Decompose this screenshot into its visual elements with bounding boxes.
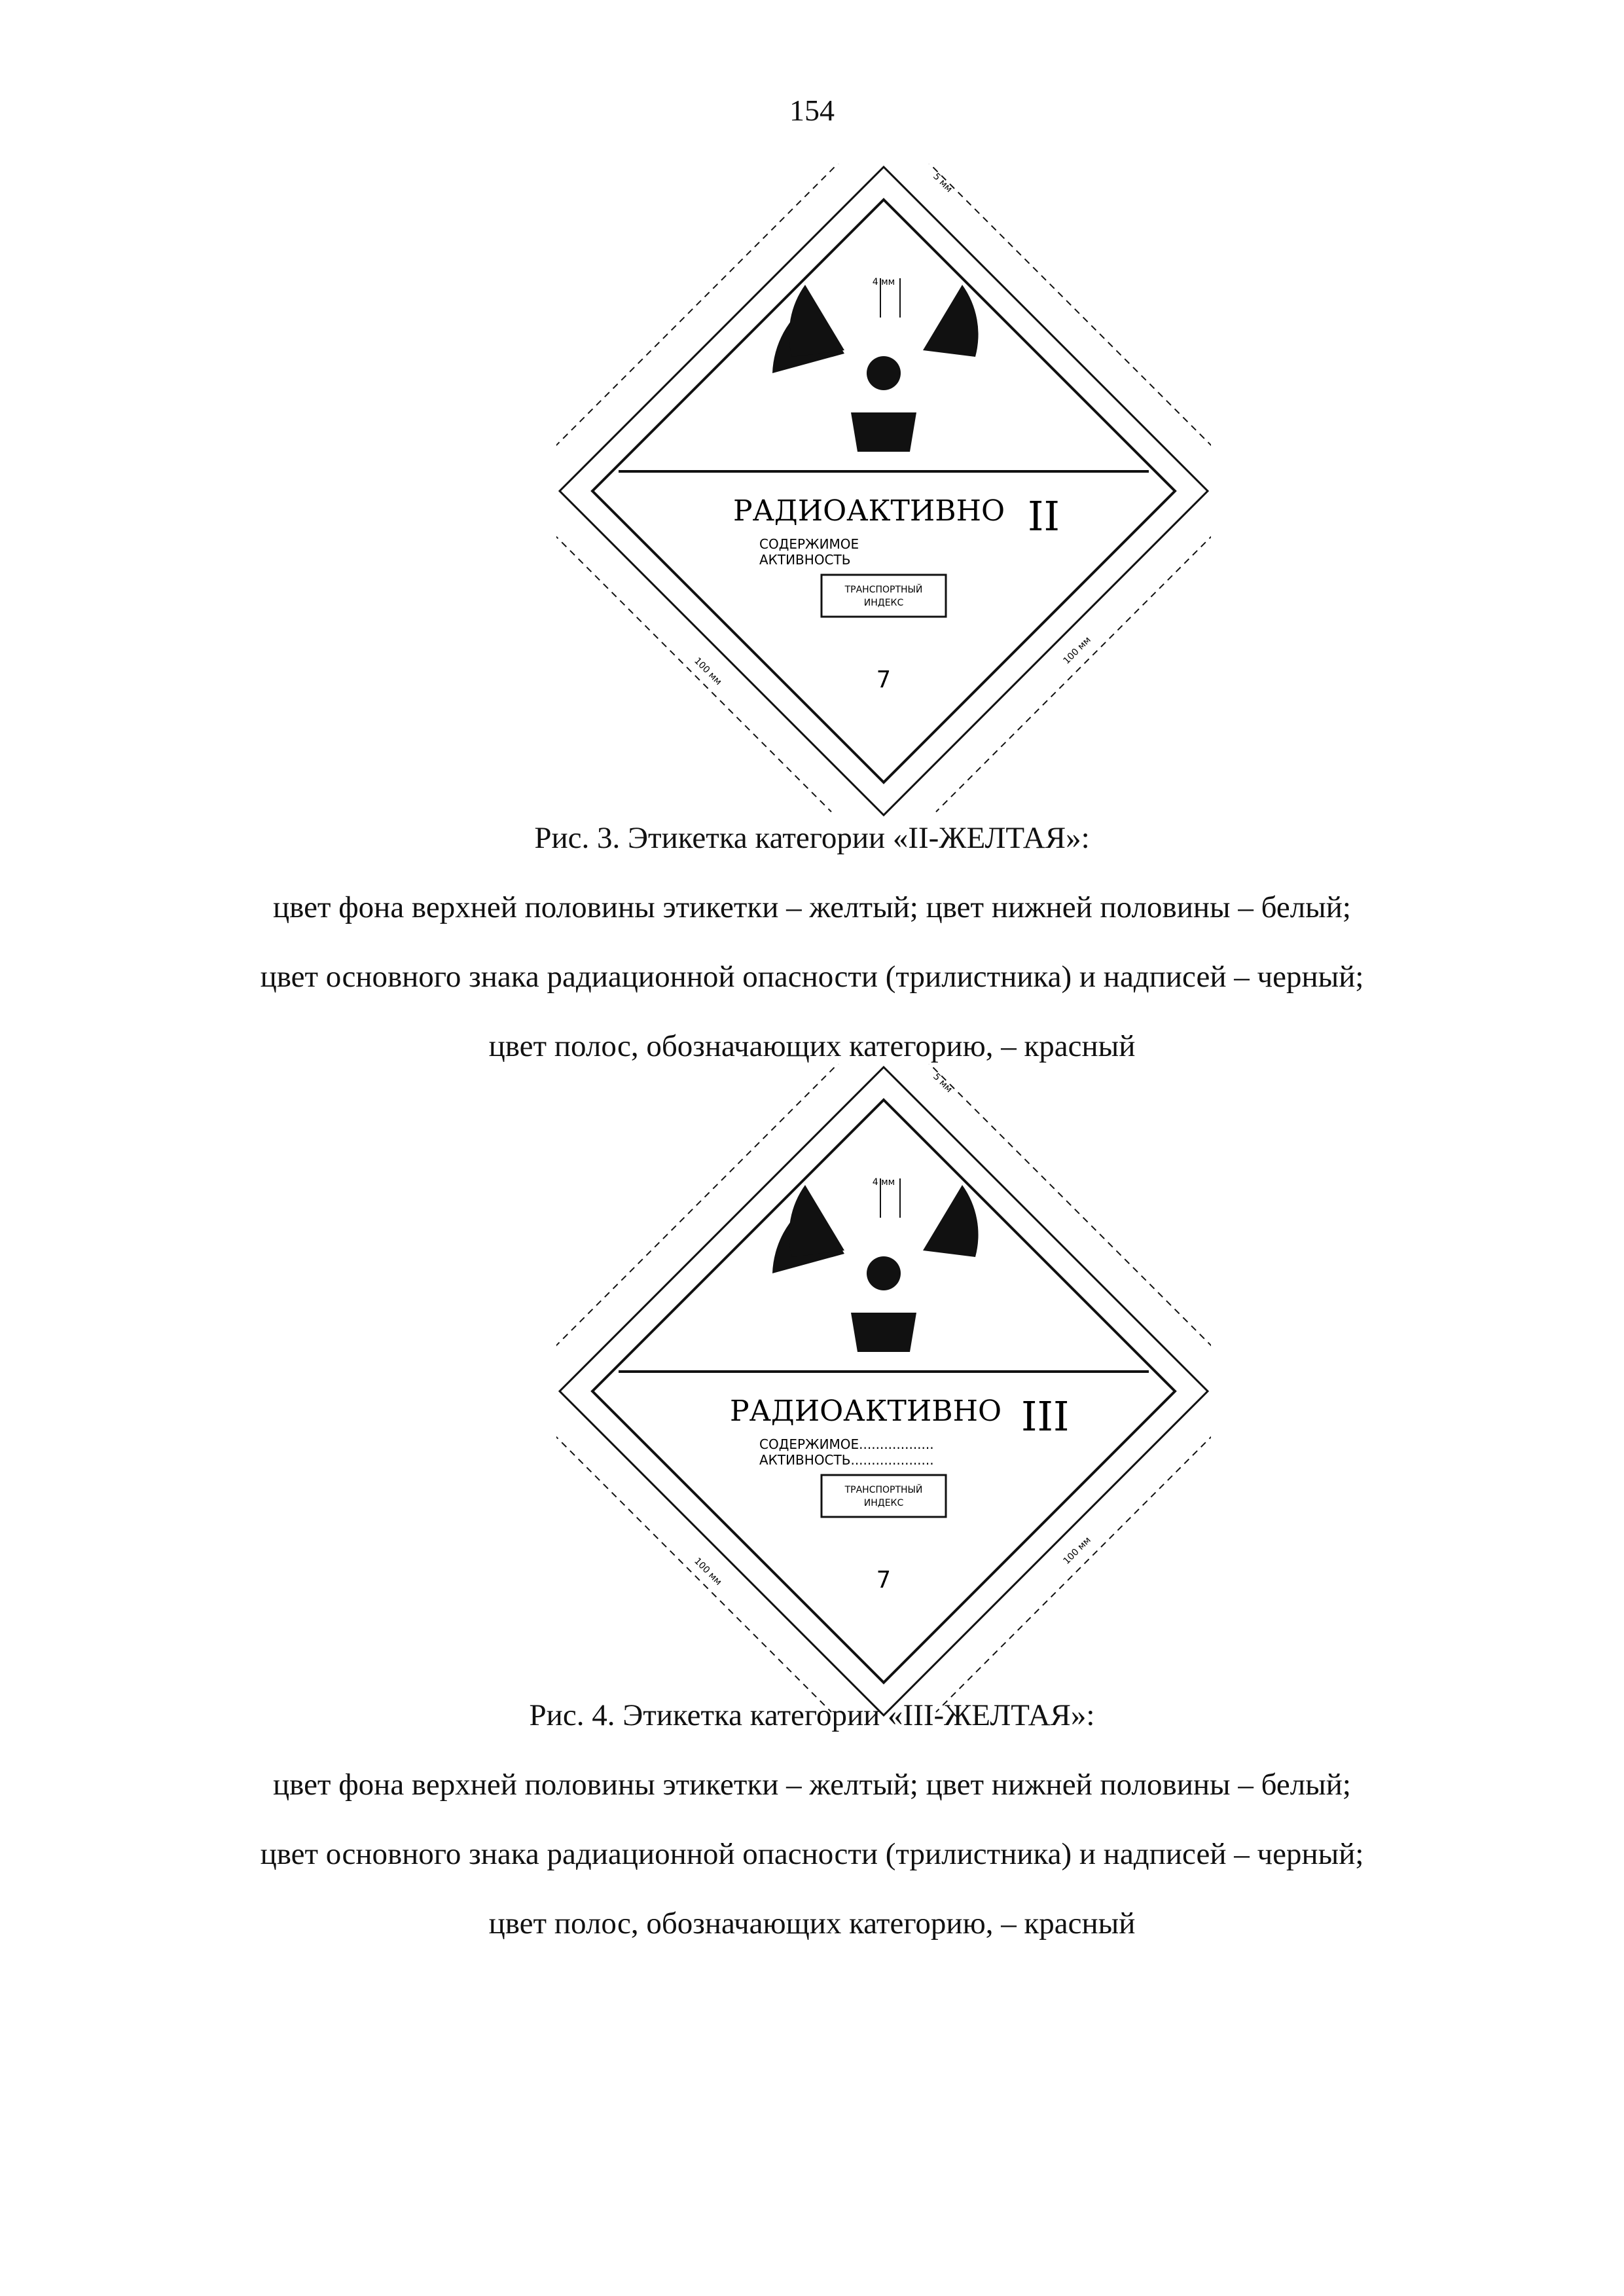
caption-line: Рис. 4. Этикетка категории «III-ЖЕЛТАЯ»: (529, 1698, 1095, 1732)
class-number: 7 (876, 1567, 891, 1594)
transport-index-line2: ИНДЕКС (863, 598, 904, 608)
figure-3-caption (0, 818, 1624, 1096)
class-number: 7 (876, 666, 891, 693)
page-number: 154 (789, 94, 835, 127)
caption-line: цвет фона верхней половины этикетки – желтый; цвет нижней половины – белый; (273, 1768, 1351, 1802)
transport-index-box (821, 1475, 946, 1517)
label-title: РАДИОАКТИВНО (730, 1394, 1002, 1428)
figure-3-label-drawing (556, 164, 1211, 818)
dimension-top-label: 5 мм (931, 171, 954, 195)
outer-border (560, 1067, 1208, 1715)
radiation-trefoil-icon (772, 278, 979, 452)
dimension-trefoil-label: 4 мм (872, 277, 895, 287)
label-activity: АКТИВНОСТЬ.................... (759, 1452, 934, 1468)
transport-index-box (821, 575, 946, 617)
figure-4-caption (0, 1696, 1624, 1973)
transport-index-line1: ТРАНСПОРТНЫЙ (844, 1485, 923, 1495)
transport-index-line2: ИНДЕКС (863, 1498, 904, 1508)
outer-border (560, 167, 1208, 815)
dimension-lines (556, 1064, 1211, 1712)
label-contents: СОДЕРЖИМОЕ.................. (759, 1436, 934, 1452)
label-category: II (1028, 492, 1060, 540)
dimension-trefoil-label: 4 мм (872, 1177, 895, 1188)
dimension-lines (556, 164, 1211, 812)
figure-4-label-drawing (556, 1064, 1211, 1719)
dimension-top-label: 5 мм (931, 1071, 954, 1095)
label-contents: СОДЕРЖИМОЕ (759, 536, 859, 552)
transport-index-line1: ТРАНСПОРТНЫЙ (844, 585, 923, 595)
radiation-trefoil-icon (772, 1178, 979, 1352)
dimension-right-label: 100 мм (1061, 1535, 1093, 1567)
label-activity: АКТИВНОСТЬ (759, 552, 851, 568)
caption-line: цвет фона верхней половины этикетки – желтый; цвет нижней половины – белый; (273, 890, 1351, 924)
label-category: III (1021, 1393, 1070, 1440)
label-title: РАДИОАКТИВНО (733, 494, 1005, 528)
caption-line: Рис. 3. Этикетка категории «II-ЖЕЛТАЯ»: (534, 821, 1090, 855)
caption-line: цвет полос, обозначающих категорию, – красный (488, 1029, 1136, 1063)
caption-line: цвет основного знака радиационной опасности (трилистника) и надписей – черный; (260, 960, 1364, 994)
dimension-right-label: 100 мм (1061, 634, 1093, 666)
caption-line: цвет основного знака радиационной опасности (трилистника) и надписей – черный; (260, 1837, 1364, 1871)
caption-line: цвет полос, обозначающих категорию, – красный (488, 1906, 1136, 1941)
dimension-left-label: 100 мм (692, 655, 724, 687)
dimension-left-label: 100 мм (692, 1556, 724, 1588)
